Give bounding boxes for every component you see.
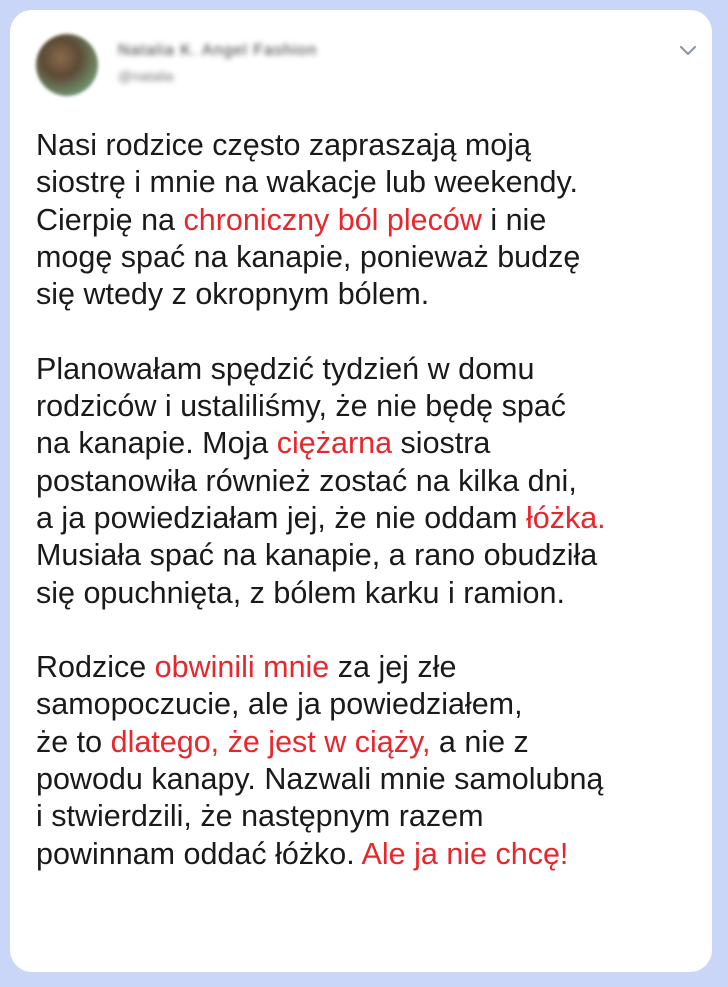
text-line: samopoczucie, ale ja powiedziałem, [36, 687, 523, 722]
tweet-text [36, 127, 701, 873]
highlighted-phrase: chroniczny ból pleców [183, 202, 482, 237]
highlighted-phrase: ciężarna [276, 426, 393, 461]
text-line: postanowiła również zostać na kilka dni, [36, 463, 577, 498]
tweet-paragraph [36, 649, 701, 873]
text-line: i stwierdzili, że następnym razem [36, 799, 484, 834]
highlighted-phrase: Ale ja nie chcę! [361, 836, 569, 871]
text-line: Musiała spać na kanapie, a rano obudziła [36, 538, 598, 573]
text-line: Cierpię na chroniczny ból pleców i nie [36, 202, 547, 237]
text-line: Planowałam spędzić tydzień w domu [36, 351, 535, 386]
highlighted-phrase: dlatego, że jest w ciąży, [110, 724, 431, 759]
text-line: Rodzice obwinili mnie za jej złe [36, 650, 457, 685]
author-handle[interactable]: @natalia [118, 68, 174, 84]
text-line: że to dlatego, że jest w ciąży, a nie z [36, 724, 529, 759]
text-line: a ja powiedziałam jej, że nie oddam łóżka. [36, 500, 606, 535]
chevron-down-icon[interactable] [676, 38, 700, 62]
text-line: siostrę i mnie na wakacje lub weekendy. [36, 165, 578, 200]
author-name[interactable]: Natalia K. Angel Fashion [118, 42, 318, 59]
text-line: się wtedy z okropnym bólem. [36, 277, 430, 312]
highlighted-phrase: obwinili mnie [154, 650, 330, 685]
tweet-card [10, 10, 712, 972]
tweet-paragraph [36, 127, 701, 313]
text-line: mogę spać na kanapie, ponieważ budzę [36, 239, 581, 274]
avatar[interactable] [36, 34, 98, 96]
highlighted-phrase: łóżka. [525, 500, 606, 535]
text-line: powinnam oddać łóżko. Ale ja nie chcę! [36, 836, 569, 871]
text-line: na kanapie. Moja ciężarna siostra [36, 426, 491, 461]
text-line: Nasi rodzice często zapraszają moją [36, 128, 531, 162]
text-line: powodu kanapy. Nazwali mnie samolubną [36, 762, 604, 797]
text-line: rodziców i ustaliliśmy, że nie będę spać [36, 389, 567, 424]
text-line: się opuchnięta, z bólem karku i ramion. [36, 575, 565, 610]
tweet-paragraph [36, 351, 701, 612]
